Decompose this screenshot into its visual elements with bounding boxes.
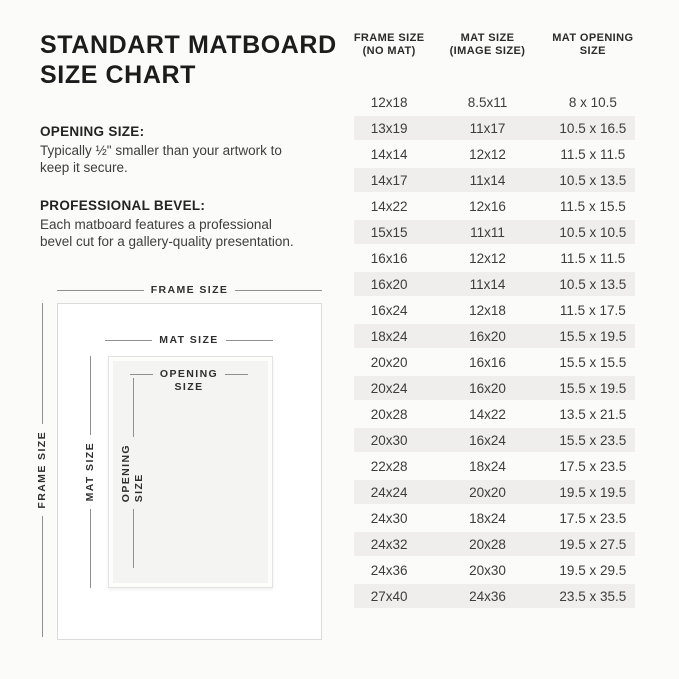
size-table-body <box>354 89 635 609</box>
table-cell: 24x36 <box>370 562 408 578</box>
table-row <box>354 557 635 583</box>
professional-bevel-description: Each matboard features a professional bevel cut for a gallery-quality presentation. <box>40 217 294 249</box>
table-cell: 19.5 x 27.5 <box>559 536 627 552</box>
table-cell: 16x20 <box>469 328 506 344</box>
opening-size-label-line2: SIZE <box>133 473 145 503</box>
opening-size-section <box>40 123 340 176</box>
column-header-line: MAT SIZE <box>460 32 515 44</box>
leader-line <box>133 509 134 568</box>
frame-size-label-vertical <box>35 303 49 637</box>
column-header-mat-opening <box>551 32 635 58</box>
leader-line <box>105 340 152 341</box>
table-cell: 20x24 <box>370 380 408 396</box>
intro-block <box>40 30 340 250</box>
leader-line <box>57 290 144 291</box>
table-cell: 20x20 <box>469 484 506 500</box>
table-row <box>354 245 635 271</box>
table-cell: 24x30 <box>370 510 408 526</box>
table-cell: 14x14 <box>370 146 408 162</box>
table-row <box>354 89 635 115</box>
mat-size-label-vertical <box>83 356 97 588</box>
table-row <box>354 271 635 297</box>
mat-size-label-text: MAT SIZE <box>159 334 219 346</box>
opening-size-label-line2: SIZE <box>174 381 204 393</box>
table-row <box>354 115 635 141</box>
table-cell: 16x16 <box>469 354 506 370</box>
table-cell: 24x36 <box>469 588 506 604</box>
leader-line <box>42 516 43 637</box>
table-cell: 8.5x11 <box>467 94 508 110</box>
column-header-line: SIZE <box>579 45 606 57</box>
table-cell: 13.5 x 21.5 <box>559 406 627 422</box>
table-cell: 14x22 <box>469 406 506 422</box>
table-row <box>354 531 635 557</box>
table-row <box>354 453 635 479</box>
table-cell: 20x28 <box>370 406 408 422</box>
table-cell: 10.5 x 13.5 <box>559 276 627 292</box>
mat-size-label-horizontal <box>105 334 273 346</box>
table-cell: 16x16 <box>370 250 408 266</box>
table-row <box>354 141 635 167</box>
table-cell: 11.5 x 11.5 <box>560 146 626 162</box>
table-cell: 12x12 <box>469 250 506 266</box>
table-cell: 12x18 <box>469 302 506 318</box>
page-title-line2: SIZE CHART <box>40 61 196 89</box>
table-cell: 11x14 <box>469 276 506 292</box>
column-header-line: FRAME SIZE <box>353 32 425 44</box>
table-cell: 12x18 <box>370 94 408 110</box>
opening-size-label-line1: OPENING <box>120 443 132 503</box>
opening-size-label-vertical <box>118 378 148 568</box>
table-row <box>354 193 635 219</box>
table-cell: 15x15 <box>370 224 408 240</box>
table-row <box>354 427 635 453</box>
professional-bevel-heading: PROFESSIONAL BEVEL: <box>40 198 206 213</box>
page-title-line1: STANDART MATBOARD <box>40 31 337 59</box>
table-cell: 10.5 x 13.5 <box>559 172 627 188</box>
table-cell: 15.5 x 15.5 <box>559 354 627 370</box>
leader-line <box>235 290 322 291</box>
table-row <box>354 505 635 531</box>
column-header-line: MAT OPENING <box>552 32 634 44</box>
table-row <box>354 323 635 349</box>
column-header-line: (NO MAT) <box>362 45 416 57</box>
table-cell: 15.5 x 19.5 <box>559 328 627 344</box>
page-title <box>40 30 340 90</box>
table-cell: 22x28 <box>370 458 408 474</box>
table-cell: 16x24 <box>370 302 408 318</box>
opening-size-description: Typically ½" smaller than your artwork to keep it secure. <box>40 143 282 175</box>
size-table <box>354 32 635 609</box>
table-cell: 14x17 <box>370 172 408 188</box>
table-row <box>354 479 635 505</box>
table-cell: 20x30 <box>370 432 408 448</box>
table-cell: 11x14 <box>469 172 506 188</box>
column-header-line: (IMAGE SIZE) <box>449 45 526 57</box>
table-cell: 20x20 <box>370 354 408 370</box>
table-cell: 8 x 10.5 <box>568 94 617 110</box>
table-cell: 18x24 <box>469 458 506 474</box>
table-cell: 17.5 x 23.5 <box>559 510 627 526</box>
table-cell: 16x24 <box>469 432 506 448</box>
opening-size-label-text <box>120 444 146 502</box>
table-cell: 18x24 <box>469 510 506 526</box>
table-cell: 12x12 <box>469 146 506 162</box>
opening-size-label-text <box>160 368 218 394</box>
frame-size-label-text: FRAME SIZE <box>150 284 229 296</box>
table-cell: 13x19 <box>370 120 408 136</box>
table-cell: 20x30 <box>469 562 506 578</box>
table-cell: 16x20 <box>469 380 506 396</box>
table-cell: 16x20 <box>370 276 408 292</box>
table-cell: 15.5 x 19.5 <box>559 380 627 396</box>
table-row <box>354 349 635 375</box>
table-cell: 20x28 <box>469 536 506 552</box>
table-row <box>354 167 635 193</box>
table-row <box>354 297 635 323</box>
leader-line <box>130 374 153 375</box>
table-cell: 14x22 <box>370 198 408 214</box>
table-cell: 18x24 <box>370 328 408 344</box>
leader-line <box>225 374 248 375</box>
frame-size-label-text: FRAME SIZE <box>35 431 48 509</box>
table-row <box>354 219 635 245</box>
table-cell: 11x11 <box>470 224 505 240</box>
table-cell: 24x32 <box>370 536 408 552</box>
leader-line <box>226 340 273 341</box>
leader-line <box>90 356 91 435</box>
table-cell: 23.5 x 35.5 <box>559 588 627 604</box>
leader-line <box>90 509 91 588</box>
mat-size-label-text: MAT SIZE <box>83 442 96 502</box>
table-cell: 11.5 x 15.5 <box>559 198 626 214</box>
leader-line <box>42 303 43 424</box>
table-cell: 27x40 <box>370 588 408 604</box>
table-cell: 24x24 <box>370 484 408 500</box>
table-row <box>354 583 635 609</box>
table-cell: 10.5 x 10.5 <box>559 224 627 240</box>
table-cell: 15.5 x 23.5 <box>559 432 627 448</box>
table-row <box>354 375 635 401</box>
table-row <box>354 401 635 427</box>
column-header-mat-size <box>424 32 550 58</box>
table-cell: 19.5 x 29.5 <box>559 562 627 578</box>
professional-bevel-section <box>40 197 340 250</box>
table-cell: 11x17 <box>469 120 506 136</box>
table-cell: 11.5 x 11.5 <box>560 250 626 266</box>
opening-size-label-line1: OPENING <box>159 368 219 380</box>
opening-size-heading: OPENING SIZE: <box>40 124 145 139</box>
column-header-frame-size <box>354 32 424 58</box>
table-cell: 12x16 <box>469 198 506 214</box>
leader-line <box>133 378 134 437</box>
table-cell: 10.5 x 16.5 <box>559 120 627 136</box>
frame-size-label-horizontal <box>57 284 322 296</box>
table-cell: 11.5 x 17.5 <box>559 302 626 318</box>
table-cell: 19.5 x 19.5 <box>559 484 627 500</box>
table-header-row <box>354 32 635 58</box>
table-cell: 17.5 x 23.5 <box>559 458 627 474</box>
